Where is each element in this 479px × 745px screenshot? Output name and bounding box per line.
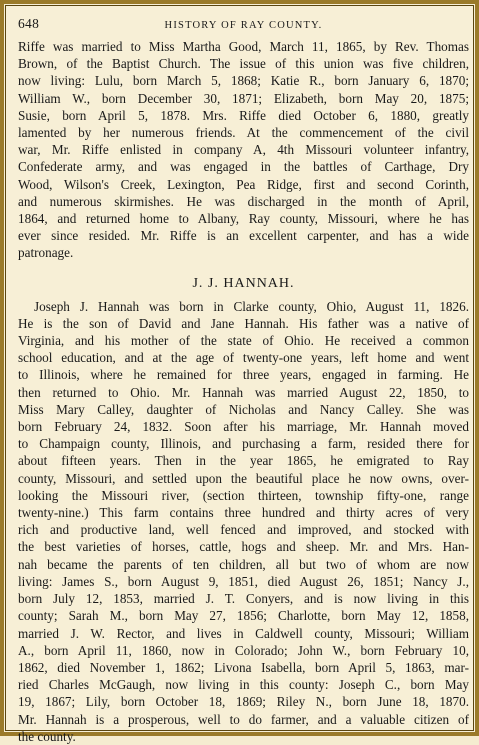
book-page (18, 16, 469, 745)
text-line: Confederate army, and was engaged in the battles of Carthage, Dry (18, 159, 469, 175)
text-line: county; Sarah M., born May 27, 1856; Charlotte, born May 12, 1858, (18, 608, 469, 624)
text-line: and numerous skirmishes. He was discharged in the month of April, (18, 193, 469, 209)
text-line: Riffe was married to Miss Martha Good, March 11, 1865, by Rev. Thomas (18, 39, 469, 54)
text-line: Mr. Hannah is a prosperous, well to do farmer, and a valuable citizen of (18, 711, 469, 727)
text-line: 1862, died November 1, 1862; Livona Isabella, born April 5, 1863, mar- (18, 659, 469, 675)
page-number: 648 (18, 16, 40, 31)
text-line: ried Charles McGaugh, now living in this county: Joseph C., born May (18, 677, 469, 693)
text-line: living: James S., born August 9, 1851, died August 26, 1851; Nancy J., (18, 573, 469, 589)
text-line: looking the Missouri river, (section thirteen, township fifty-one, range (18, 487, 469, 503)
text-line: 19, 1867; Lily, born October 18, 1869; Riley N., born June 18, 1870. (18, 694, 469, 710)
text-line: to Illinois, where he remained for three years, engaged in farming. He (18, 367, 469, 383)
text-line: A., born April 11, 1860, now in Colorado; John W., born February 10, (18, 642, 469, 658)
text-line: born February 24, 1832. Soon after his marriage, Mr. Hannah moved (18, 419, 469, 435)
page-header (18, 16, 469, 38)
text-line: war, Mr. Riffe enlisted in company A, 4th Missouri volunteer infantry, (18, 142, 469, 158)
running-title: HISTORY OF RAY COUNTY. (164, 20, 323, 31)
text-line: Susie, born April 5, 1878. Mrs. Riffe died October 6, 1880, greatly (18, 107, 469, 123)
text-line: to Champaign county, Illinois, and purchasing a farm, resided there for (18, 436, 469, 452)
text-line: ever since resided. Mr. Riffe is an excellent carpenter, and has a wide (18, 228, 469, 244)
text-line: Wood, Wilson's Creek, Lexington, Pea Ridge, first and second Corinth, (18, 176, 469, 192)
section-heading: J. J. HANNAH. (192, 275, 295, 291)
text-line: nah became the parents of ten children, all but two of whom are now (18, 556, 469, 572)
text-line: born July 12, 1853, married J. T. Conyers, and is now living in this (18, 591, 469, 607)
text-line: William W., born December 30, 1871; Elizabeth, born May 20, 1875; (18, 90, 469, 106)
text-line: then returned to Ohio. Mr. Hannah was married August 22, 1850, to (18, 384, 469, 400)
text-line: married J. W. Rector, and lives in Caldwell county, Missouri; William (18, 625, 469, 641)
hannah-paragraph (18, 298, 469, 745)
text-line: He is the son of David and Jane Hannah. His father was a native of (18, 315, 469, 331)
text-line: about fifteen years. Then in the year 1865, he emigrated to Ray (18, 453, 469, 469)
text-line: 1864, and returned home to Albany, Ray county, Missouri, where he has (18, 211, 469, 227)
text-line: now living: Lulu, born March 5, 1868; Katie R., born January 6, 1870; (18, 73, 469, 89)
text-line: twenty-nine.) This farm contains three hundred and thirty acres of very (18, 505, 469, 521)
text-line: lamented by her numerous friends. At the commencement of the civil (18, 125, 469, 141)
text-line: the best varieties of horses, cattle, hogs and sheep. Mr. and Mrs. Han- (18, 539, 469, 555)
riffe-paragraph (18, 38, 469, 262)
text-line: rich and productive land, well fenced and improved, and stocked with (18, 522, 469, 538)
text-line: Brown, of the Baptist Church. The issue of this union was five children, (18, 56, 469, 72)
text-line: school education, and at the age of twenty-one years, left home and went (18, 350, 469, 366)
text-line: patronage. (18, 245, 74, 261)
text-line: Joseph J. Hannah was born in Clarke county, Ohio, August 11, 1826. (34, 298, 469, 314)
text-line: county, Missouri, and settled upon the beautiful place he now owns, over- (18, 470, 469, 486)
text-line: Miss Mary Calley, daughter of Nicholas and Nancy Calley. She was (18, 401, 469, 417)
text-line: Virginia, and his mother of the state of Ohio. He received a common (18, 333, 469, 349)
text-line: the county. (18, 728, 76, 744)
